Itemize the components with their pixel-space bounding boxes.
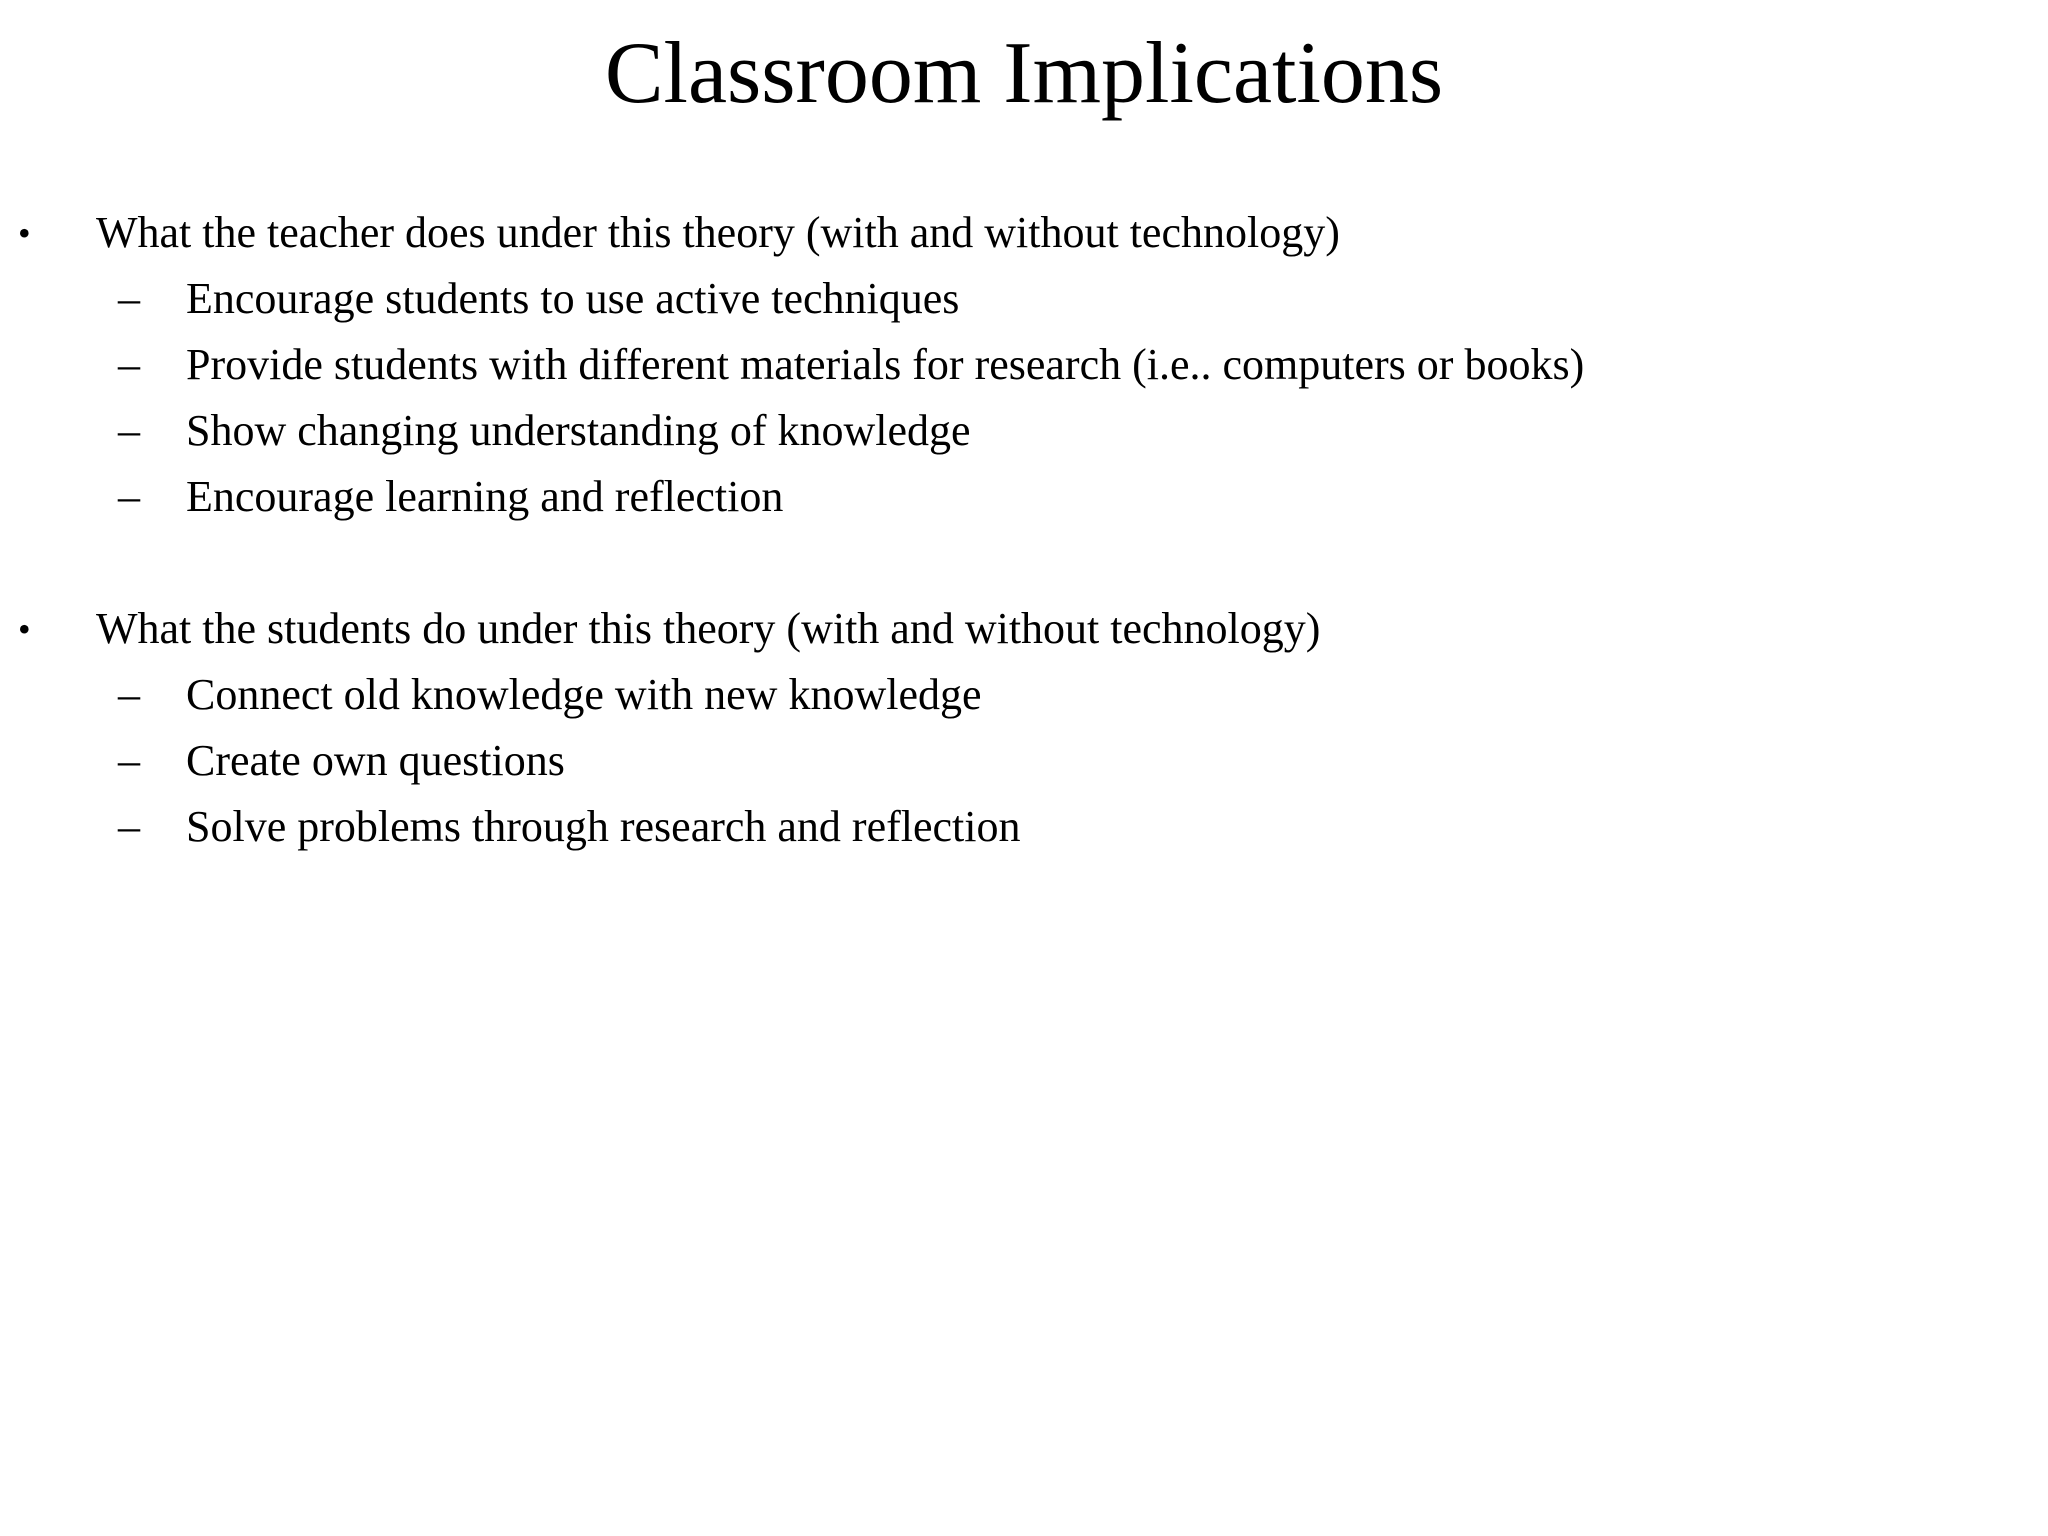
sub-bullet-item [0,662,2048,728]
bullet-text: What the students do under this theory (with and without technology) [96,604,1321,653]
dash-marker-icon: – [118,472,140,521]
students-section [0,596,2048,860]
bullet-text: What the teacher does under this theory (with and without technology) [96,208,1340,257]
sub-bullet-item [0,464,2048,530]
sub-bullet-item [0,332,2048,398]
bullet-marker-icon: • [18,609,31,649]
sub-bullet-text: Connect old knowledge with new knowledge [186,670,982,719]
dash-marker-icon: – [118,670,140,719]
sub-bullet-text: Create own questions [186,736,565,785]
sub-bullet-text: Show changing understanding of knowledge [186,406,971,455]
teacher-section [0,200,2048,530]
sub-bullet-item [0,398,2048,464]
sub-bullet-text: Provide students with different materials for research (i.e.. computers or books) [186,340,1585,389]
bullet-marker-icon: • [18,213,31,253]
dash-marker-icon: – [118,736,140,785]
dash-marker-icon: – [118,340,140,389]
slide-title: Classroom Implications [604,25,1444,122]
bullet-item [0,596,2048,662]
sub-bullet-text: Encourage students to use active techniques [186,274,960,323]
sub-bullet-text: Solve problems through research and reflection [186,802,1021,851]
sub-bullet-text: Encourage learning and reflection [186,472,784,521]
sub-bullet-item [0,266,2048,332]
bullet-item [0,200,2048,266]
sub-bullet-item [0,794,2048,860]
dash-marker-icon: – [118,406,140,455]
dash-marker-icon: – [118,802,140,851]
dash-marker-icon: – [118,274,140,323]
sub-bullet-item [0,728,2048,794]
